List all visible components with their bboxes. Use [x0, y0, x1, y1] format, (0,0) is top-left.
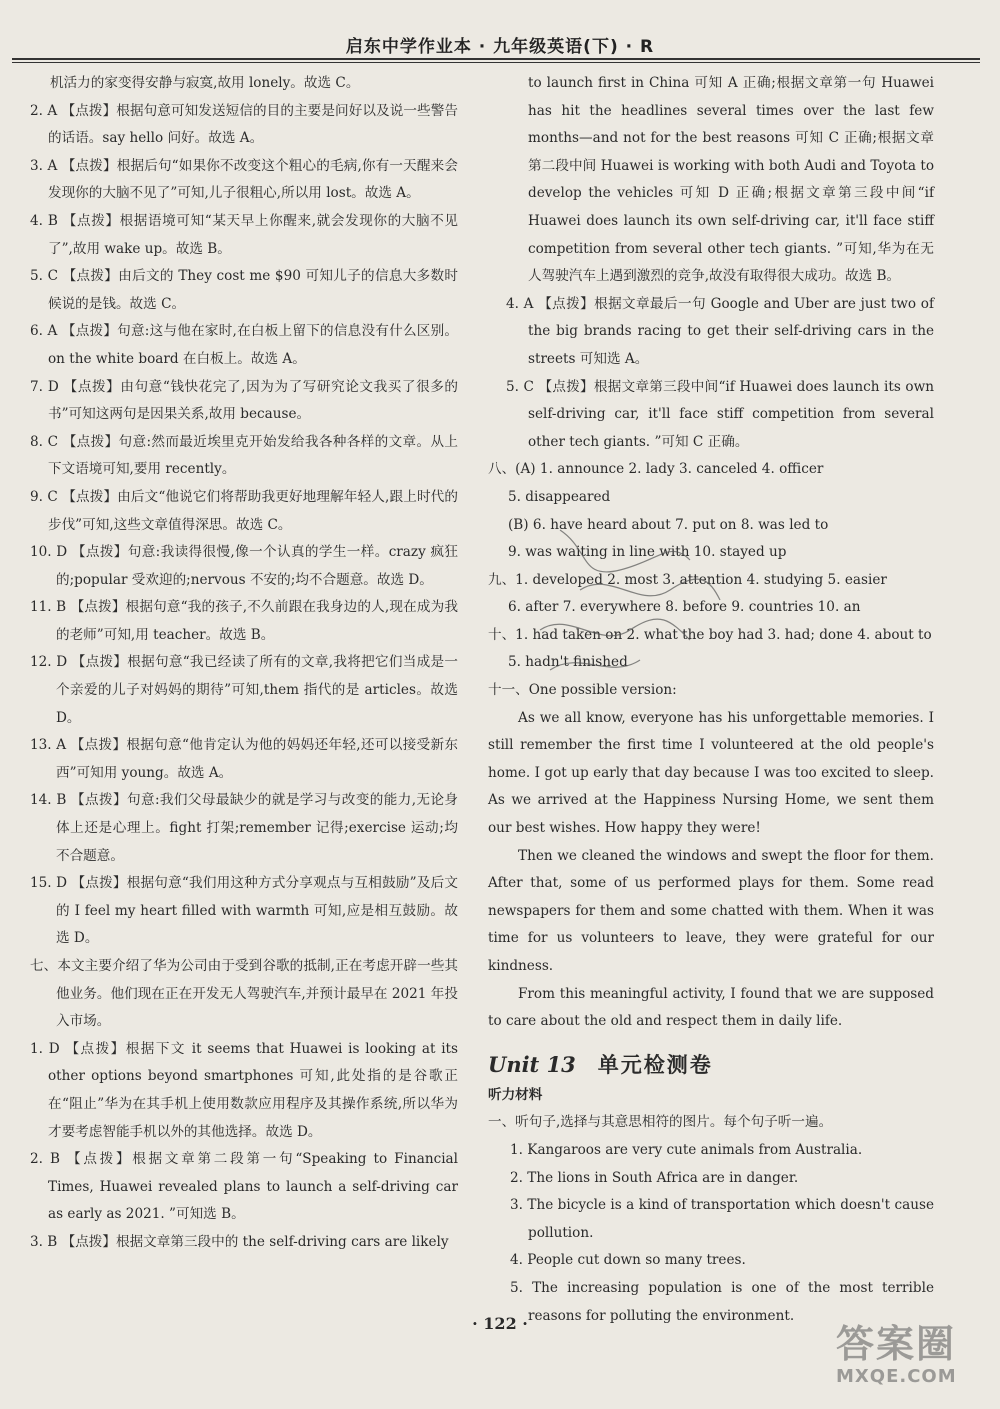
answer-item: 8. C 【点拨】句意:然而最近埃里克开始发给我各种各样的文章。从上下文语境可知,要用 recently。 — [30, 433, 458, 478]
unit-title: Unit 13 — [488, 1051, 576, 1077]
answer-item: 14. B 【点拨】句意:我们父母最缺少的就是学习与改变的能力,无论身体上还是心理上。fight 打架;remember 记得;exercise 运动;均不合题意。 — [30, 792, 458, 864]
unit-heading — [488, 1050, 934, 1080]
section-summary: 七、本文主要介绍了华为公司由于受到谷歌的抵制,正在考虑开辟一些其他业务。他们现在正在开发无人驾驶汽车,并预计最早在 2021 年投入市场。 — [30, 958, 458, 1030]
answer-item: 15. D 【点拨】根据句意“我们用这种方式分享观点与互相鼓励”及后文的 I feel my heart filled with warmth 可知,应是相互鼓励。故选 D。 — [30, 875, 458, 947]
watermark-url: MXQE.COM — [836, 1366, 957, 1387]
page-header: 启东中学作业本 · 九年级英语(下) · R — [345, 37, 655, 57]
listening-item: 4. People cut down so many trees. — [510, 1252, 746, 1269]
answer-item: 6. A 【点拨】句意:这与他在家时,在白板上留下的信息没有什么区别。on the white board 在白板上。故选 A。 — [30, 323, 458, 367]
answer-item: 7. D 【点拨】由句意“钱快花完了,因为为了写研究论文我买了很多的书”可知这两句是因果关系,故用 because。 — [30, 378, 458, 423]
answer-line: 九、1. developed 2. most 3. attention 4. studying 5. easier — [488, 571, 887, 588]
answer-item: 4. B 【点拨】根据语境可知“某天早上你醒来,就会发现你的大脑不见了”,故用 wake up。故选 B。 — [30, 212, 458, 257]
listening-item: 5. The increasing population is one of the most terrible reasons for polluting the environment. — [510, 1279, 934, 1324]
answer-line: 9. was waiting in line with 10. stayed up — [508, 544, 787, 561]
answer-item: 10. D 【点拨】句意:我读得很慢,像一个认真的学生一样。crazy 疯狂的;popular 受欢迎的;nervous 不安的;均不合题意。故选 D。 — [30, 544, 458, 588]
answer-line: 6. after 7. everywhere 8. before 9. countries 10. an — [508, 599, 861, 616]
answer-item: 3. A 【点拨】根据后句“如果你不改变这个粗心的毛病,你有一天醒来会发现你的大脑不见了”可知,儿子很粗心,所以用 lost。故选 A。 — [30, 157, 458, 202]
answer-line: 十、1. had taken on 2. what the boy had 3. had; done 4. about to — [488, 626, 932, 643]
left-column — [30, 70, 458, 1257]
listening-item: 1. Kangaroos are very cute animals from Australia. — [510, 1141, 863, 1158]
answer-item: 12. D 【点拨】根据句意“我已经读了所有的文章,我将把它们当成是一个亲爱的儿子对妈妈的期待”可知,them 指代的是 articles。故选 D。 — [30, 654, 458, 726]
answer-item: 2. B 【点拨】根据文章第二段第一句“Speaking to Financial Times, Huawei revealed plans to launch a self-driving car as early as 2021. ”可知选 B。 — [30, 1151, 458, 1223]
answer-line: 5. hadn't finished — [508, 654, 628, 671]
essay-paragraph: From this meaningful activity, I found that we are supposed to care about the old and respect them in daily life. — [488, 985, 934, 1030]
answer-item: 4. A 【点拨】根据文章最后一句 Google and Uber are just two of the big brands racing to get their self-driving cars in the streets 可知选 A。 — [506, 295, 934, 367]
site-watermark — [836, 1322, 986, 1402]
unit-subtitle: 单元检测卷 — [597, 1051, 713, 1077]
listening-item: 3. The bicycle is a kind of transportation which doesn't cause pollution. — [510, 1197, 934, 1241]
answer-item: 9. C 【点拨】由后文“他说它们将帮助我更好地理解年轻人,跟上时代的步伐”可知,这些文章值得深思。故选 C。 — [30, 488, 458, 533]
answer-line: (B) 6. have heard about 7. put on 8. was led to — [508, 516, 829, 533]
header-rule-thin — [12, 62, 980, 63]
answer-paragraph: 机活力的家变得安静与寂寞,故用 lonely。故选 C。 — [50, 75, 360, 91]
answer-item: 3. B 【点拨】根据文章第三段中的 the self-driving cars are likely — [30, 1233, 449, 1250]
answer-item: 2. A 【点拨】根据句意可知发送短信的目的主要是问好以及说一些警告的话语。say hello 问好。故选 A。 — [30, 102, 458, 147]
essay-paragraph: As we all know, everyone has his unforgettable memories. I still remember the first time I volunteered at the old people's home. I got up early that day because I was too excited to sleep. As we arrived at the Happiness Nursing Home, we sent them our best wishes. How happy they were! — [488, 709, 934, 837]
answer-item: 11. B 【点拨】根据句意“我的孩子,不久前跟在我身边的人,现在成为我的老师”可知,用 teacher。故选 B。 — [30, 599, 458, 643]
listening-instruction: 一、听句子,选择与其意思相符的图片。每个句子听一遍。 — [488, 1114, 833, 1131]
answer-line: 八、(A) 1. announce 2. lady 3. canceled 4. officer — [488, 461, 824, 478]
answer-item: 5. C 【点拨】根据文章第三段中间“if Huawei does launch its own self-driving car, it'll face stiff competition from several other tech giants. ”可知 C 正确。 — [506, 378, 934, 450]
right-column — [488, 70, 934, 1330]
answer-item: 5. C 【点拨】由后文的 They cost me $90 可知儿子的信息大多数时候说的是钱。故选 C。 — [30, 268, 458, 312]
listening-item: 2. The lions in South Africa are in danger. — [510, 1169, 799, 1186]
listening-label: 听力材料 — [488, 1086, 543, 1103]
watermark-logo-text: 答案圈 — [836, 1322, 957, 1366]
handwritten-scribble — [520, 520, 740, 690]
answer-line: 5. disappeared — [508, 488, 611, 505]
answer-line: 十一、One possible version: — [488, 682, 677, 699]
answer-item: 1. D 【点拨】根据下文 it seems that Huawei is looking at its other options beyond smartphones 可知,此处指的是谷歌正在“阻止”华为在其手机上使用数款应用程序及其操作系统,所以华为才要考虑智能手机以外的其他选择。故选 D。 — [30, 1040, 458, 1140]
page-number: · 122 · — [472, 1314, 528, 1333]
header-rule — [12, 58, 980, 60]
answer-item: 13. A 【点拨】根据句意“他肯定认为他的妈妈还年轻,还可以接受新东西”可知用 young。故选 A。 — [30, 737, 458, 781]
essay-paragraph: Then we cleaned the windows and swept the floor for them. After that, some of us performed plays for them. Some read newspapers for them and some chatted with them. When it was time for us volunteers to leave, they were grateful for our kindness. — [488, 847, 934, 974]
answer-paragraph: to launch first in China 可知 A 正确;根据文章第一句 Huawei has hit the headlines several times over the last few months—and not for the best reasons 可知 C 正确;根据文章第二段中间 Huawei is working with both Audi and Toyota to develop the vehicles 可知 D 正确;根据文章第三段中间“if Huawei does launch its own self-driving car, it'll face stiff competition from several other tech giants. ”可知,华为在无人驾驶汽车上遇到激烈的竞争,故没有取得很大成功。故选 B。 — [528, 75, 934, 285]
